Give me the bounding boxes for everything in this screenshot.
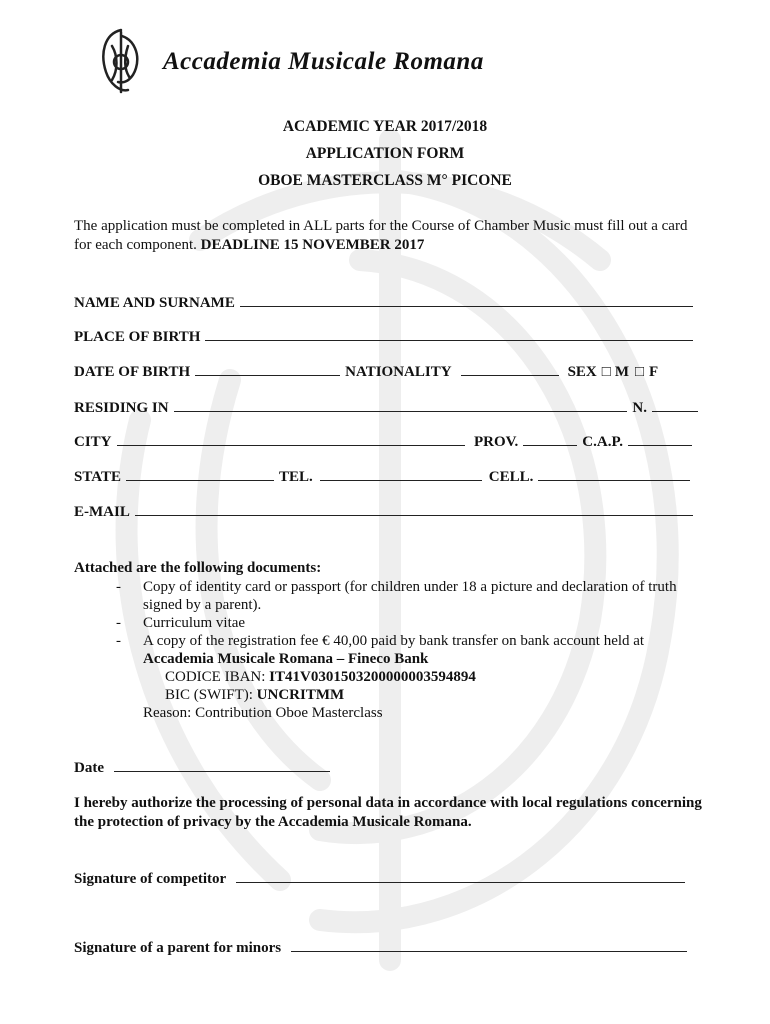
document-fee	[143, 632, 706, 722]
birthplace-label: PLACE OF BIRTH	[74, 329, 201, 345]
state-label: STATE	[74, 469, 121, 485]
date-label: Date	[74, 760, 104, 776]
number-field[interactable]	[652, 397, 698, 412]
name-label: NAME AND SURNAME	[74, 295, 235, 311]
payment-reason: Reason: Contribution Oboe Masterclass	[143, 705, 383, 721]
cap-field[interactable]	[628, 431, 692, 446]
sex-f-checkbox[interactable]: □	[634, 364, 645, 380]
privacy-statement: I hereby authorize the processing of personal data in accordance with local regulations concerning the protection of privacy by the Accademia Musicale Romana.	[74, 795, 702, 830]
city-label: CITY	[74, 434, 112, 450]
state-field[interactable]	[126, 466, 274, 481]
city-row	[74, 431, 698, 451]
intro-paragraph	[74, 217, 704, 255]
iban-line	[143, 668, 706, 686]
academy-logo-icon	[98, 26, 144, 96]
date-field[interactable]	[114, 757, 330, 772]
parent-signature-field[interactable]	[291, 937, 687, 952]
email-label: E-MAIL	[74, 504, 130, 520]
competitor-signature-field[interactable]	[236, 868, 685, 883]
documents-list	[116, 578, 706, 722]
number-label: N.	[632, 400, 647, 416]
form-title: APPLICATION FORM	[305, 145, 465, 162]
academy-name: Accademia Musicale Romana	[163, 48, 484, 75]
deadline-text: DEADLINE 15 NOVEMBER 2017	[200, 237, 425, 253]
residing-field[interactable]	[174, 397, 628, 412]
name-field[interactable]	[240, 292, 693, 307]
date-row	[74, 757, 344, 777]
document-cv: Curriculum vitae	[143, 615, 246, 631]
documents-title: Attached are the following documents:	[74, 560, 322, 576]
dob-field[interactable]	[195, 361, 340, 376]
sex-m-label: M	[614, 364, 629, 380]
sex-f-label: F	[649, 364, 659, 380]
cell-field[interactable]	[538, 466, 690, 481]
tel-label: TEL.	[278, 469, 313, 485]
bank-name: Accademia Musicale Romana – Fineco Bank	[143, 651, 429, 667]
name-row	[74, 292, 698, 312]
competitor-signature-row	[74, 868, 690, 888]
masterclass-title: OBOE MASTERCLASS M° PICONE	[258, 172, 512, 189]
bic-label: BIC (SWIFT):	[165, 687, 253, 703]
nationality-label: NATIONALITY	[345, 364, 452, 380]
contact-row	[74, 466, 698, 486]
intro-text: The application must be completed in ALL parts for the Course of Chamber Music must fill out a card for each component.	[74, 218, 688, 253]
nationality-field[interactable]	[461, 361, 559, 376]
fee-text: A copy of the registration fee € 40,00 paid by bank transfer on bank account held at	[143, 633, 645, 649]
prov-field[interactable]	[523, 431, 577, 446]
list-item: - Copy of identity card or passport (for children under 18 a picture and declaration of truth signed by a parent).	[116, 578, 706, 614]
email-row	[74, 501, 698, 521]
academic-year-heading: ACADEMIC YEAR 2017/2018	[282, 118, 488, 135]
cap-label: C.A.P.	[582, 434, 623, 450]
document-identity: Copy of identity card or passport (for children under 18 a picture and declaration of truth signed by a parent).	[143, 579, 677, 613]
dob-row	[74, 361, 698, 381]
iban-value: IT41V0301503200000003594894	[269, 669, 476, 685]
list-item: - A copy of the registration fee € 40,00 paid by bank transfer on bank account held at Accademia Musicale Romana – Fineco Bank CODICE IBAN: IT41V0301503200000003594894 BIC (SWIFT): UNCRITMM Reason: Contribution Oboe Masterclass	[116, 632, 706, 722]
iban-label: CODICE IBAN:	[165, 669, 266, 685]
competitor-signature-label: Signature of competitor	[74, 871, 227, 887]
parent-signature-label: Signature of a parent for minors	[74, 940, 282, 956]
list-item: - Curriculum vitae	[116, 614, 706, 632]
bic-line	[143, 686, 706, 704]
city-field[interactable]	[117, 431, 465, 446]
residence-row	[74, 397, 698, 417]
parent-signature-row	[74, 937, 692, 957]
sex-label: SEX	[567, 364, 597, 380]
prov-label: PROV.	[473, 434, 519, 450]
cell-label: CELL.	[488, 469, 534, 485]
birthplace-row	[74, 326, 698, 346]
tel-field[interactable]	[320, 466, 482, 481]
email-field[interactable]	[135, 501, 693, 516]
bic-value: UNCRITMM	[256, 687, 345, 703]
dob-label: DATE OF BIRTH	[74, 364, 191, 380]
birthplace-field[interactable]	[205, 326, 693, 341]
sex-m-checkbox[interactable]: □	[601, 364, 611, 380]
residing-label: RESIDING IN	[74, 400, 169, 416]
